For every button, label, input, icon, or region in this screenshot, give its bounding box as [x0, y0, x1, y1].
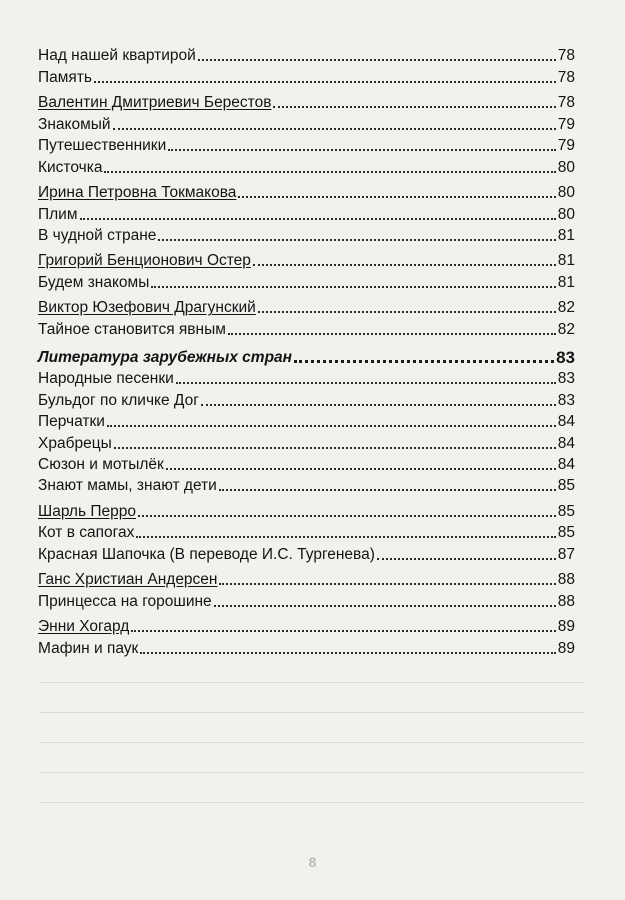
- toc-page-number: 89: [557, 639, 575, 657]
- toc-entry-row: [38, 474, 575, 495]
- bleed-through-text: [40, 660, 585, 810]
- toc-page-number: 81: [557, 252, 575, 270]
- toc-page-number: 89: [557, 618, 575, 636]
- toc-entry-title: Память: [38, 68, 92, 86]
- dot-leader: [201, 404, 556, 406]
- dot-leader: [151, 286, 555, 288]
- dot-leader: [176, 382, 556, 384]
- toc-entry-row: [38, 65, 575, 86]
- toc-page-number: 82: [557, 299, 575, 317]
- dot-leader: [107, 425, 556, 427]
- toc-author-row: [38, 249, 575, 270]
- toc-author-name: Шарль Перро: [38, 502, 136, 520]
- dot-leader: [198, 59, 556, 61]
- dot-leader: [80, 218, 556, 220]
- toc-entry-row: [38, 270, 575, 291]
- toc-entry-title: Храбрецы: [38, 434, 112, 452]
- dot-leader: [136, 536, 555, 538]
- toc-author-name: Виктор Юзефович Драгунский: [38, 299, 256, 317]
- toc-entry-title: Плим: [38, 205, 78, 223]
- toc-entry-row: [38, 410, 575, 431]
- toc-entry-title: Сюзон и мотылёк: [38, 455, 164, 473]
- toc-entry-row: [38, 521, 575, 542]
- toc-page-number: 80: [557, 158, 575, 176]
- dot-leader: [104, 171, 555, 173]
- dot-leader: [377, 558, 556, 560]
- toc-entry-title: Кисточка: [38, 158, 103, 176]
- dot-leader: [131, 630, 555, 632]
- toc-page-number: 79: [557, 137, 575, 155]
- toc-entry-title: Кот в сапогах: [38, 524, 135, 542]
- toc-entry-title: Перчатки: [38, 413, 105, 431]
- toc-entry-title: Народные песенки: [38, 370, 174, 388]
- dot-leader: [258, 311, 556, 313]
- table-of-contents: [38, 44, 575, 658]
- toc-entry-row: [38, 453, 575, 474]
- toc-author-row: [38, 91, 575, 112]
- toc-page-number: 81: [557, 226, 575, 244]
- dot-leader: [158, 239, 555, 241]
- page-number: 8: [308, 854, 317, 870]
- toc-entry-row: [38, 589, 575, 610]
- toc-entry-title: Мафин и паук: [38, 639, 139, 657]
- dot-leader: [253, 264, 556, 266]
- toc-entry-row: [38, 317, 575, 338]
- toc-page-number: 83: [557, 391, 575, 409]
- dot-leader: [114, 447, 556, 449]
- dot-leader: [273, 106, 555, 108]
- toc-page-number: 88: [557, 571, 575, 589]
- dot-leader: [294, 360, 554, 363]
- toc-author-row: [38, 615, 575, 636]
- dot-leader: [219, 583, 555, 585]
- toc-entry-title: Путешественники: [38, 137, 167, 155]
- toc-entry-row: [38, 388, 575, 409]
- dot-leader: [228, 333, 556, 335]
- toc-page-number: 78: [557, 47, 575, 65]
- dot-leader: [140, 652, 555, 654]
- toc-page-number: 82: [557, 320, 575, 338]
- toc-page-number: 83: [556, 348, 575, 368]
- toc-entry-row: [38, 112, 575, 133]
- toc-author-row: [38, 296, 575, 317]
- toc-entry-title: Знакомый: [38, 115, 111, 133]
- toc-entry-title: Бульдог по кличке Дог: [38, 391, 199, 409]
- toc-author-row: [38, 568, 575, 589]
- toc-author-name: Валентин Дмитриевич Берестов: [38, 94, 272, 112]
- toc-entry-row: [38, 431, 575, 452]
- toc-author-name: Ганс Христиан Андерсен: [38, 571, 218, 589]
- toc-page-number: 80: [557, 184, 575, 202]
- dot-leader: [138, 515, 556, 517]
- toc-page-number: 85: [557, 477, 575, 495]
- toc-page-number: 84: [557, 413, 575, 431]
- toc-entry-row: [38, 224, 575, 245]
- toc-author-row: [38, 181, 575, 202]
- toc-author-name: Энни Хогард: [38, 618, 130, 636]
- toc-entry-title: В чудной стране: [38, 226, 157, 244]
- toc-page-number: 87: [557, 545, 575, 563]
- toc-entry-title: Красная Шапочка (В переводе И.С. Тургенева): [38, 545, 375, 563]
- toc-entry-row: [38, 542, 575, 563]
- toc-entry-title: Над нашей квартирой: [38, 47, 196, 65]
- toc-page-number: 85: [557, 524, 575, 542]
- toc-page-number: 85: [557, 502, 575, 520]
- toc-section-row: [38, 343, 575, 367]
- toc-author-name: Григорий Бенционович Остер: [38, 252, 251, 270]
- toc-page-number: 79: [557, 115, 575, 133]
- toc-page-number: 84: [557, 455, 575, 473]
- toc-entry-title: Будем знакомы: [38, 273, 150, 291]
- dot-leader: [113, 128, 556, 130]
- toc-page-number: 83: [557, 370, 575, 388]
- toc-author-row: [38, 500, 575, 521]
- dot-leader: [166, 468, 556, 470]
- toc-entry-row: [38, 155, 575, 176]
- dot-leader: [219, 489, 556, 491]
- toc-entry-title: Принцесса на горошине: [38, 592, 212, 610]
- toc-entry-title: Тайное становится явным: [38, 320, 226, 338]
- toc-entry-title: Знают мамы, знают дети: [38, 477, 217, 495]
- toc-entry-row: [38, 367, 575, 388]
- toc-entry-row: [38, 44, 575, 65]
- toc-page-number: 80: [557, 205, 575, 223]
- toc-page-number: 88: [557, 592, 575, 610]
- toc-section-title: Литература зарубежных стран: [38, 349, 293, 367]
- toc-entry-row: [38, 134, 575, 155]
- toc-page-number: 78: [557, 68, 575, 86]
- dot-leader: [94, 81, 556, 83]
- dot-leader: [214, 605, 556, 607]
- dot-leader: [168, 149, 556, 151]
- toc-author-name: Ирина Петровна Токмакова: [38, 184, 237, 202]
- toc-page-number: 84: [557, 434, 575, 452]
- toc-entry-row: [38, 636, 575, 657]
- toc-page-number: 78: [557, 94, 575, 112]
- dot-leader: [238, 196, 555, 198]
- toc-entry-row: [38, 202, 575, 223]
- toc-page-number: 81: [557, 273, 575, 291]
